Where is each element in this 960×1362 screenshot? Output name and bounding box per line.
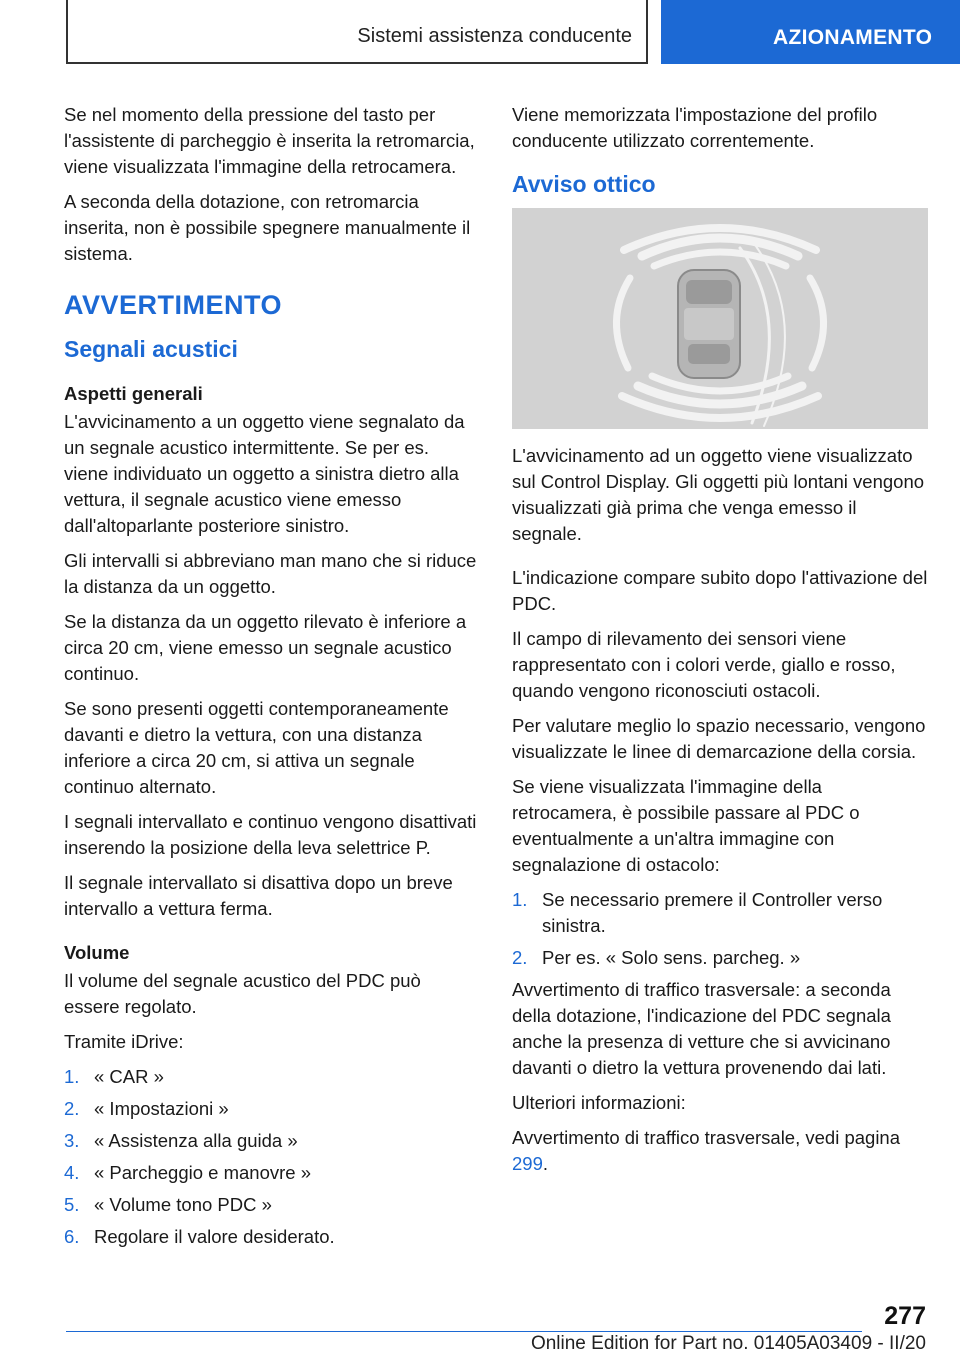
list-item <box>64 1160 478 1186</box>
footer-divider <box>66 1331 862 1332</box>
step-text: « Volume tono PDC » <box>94 1194 272 1215</box>
acoustic-signals-heading: Segnali acustici <box>64 336 238 362</box>
paragraph: I segnali intervallato e continuo vengono disattivati inserendo la posizione della leva selettrice P. <box>64 811 477 858</box>
paragraph: Gli intervalli si abbreviano man mano che si riduce la distanza da un oggetto. <box>64 550 477 597</box>
step-number: 2. <box>64 1098 80 1119</box>
visual-warning-heading: Avviso ottico <box>512 171 656 197</box>
step-text: « Parcheggio e manovre » <box>94 1162 311 1183</box>
intro-paragraph-1: Se nel momento della pressione del tasto per l'assistente di parcheggio è inserita la retromarcia, viene visualizzata l'immagine della retrocamera. <box>64 104 475 177</box>
list-item <box>64 1224 478 1250</box>
step-number: 1. <box>512 889 528 910</box>
page-number: 277 <box>884 1302 926 1330</box>
cross-reference-text: Avvertimento di traffico trasversale, vedi pagina <box>512 1127 901 1148</box>
chapter-title: AZIONAMENTO <box>773 26 933 49</box>
header-chapter-tab <box>661 0 960 64</box>
list-item <box>512 945 930 971</box>
step-number: 1. <box>64 1066 80 1087</box>
footer-edition: Online Edition for Part no. 01405A03409 - II/20 <box>530 1333 926 1354</box>
paragraph: Viene memorizzata l'impostazione del profilo conducente utilizzato correntemente. <box>512 104 878 151</box>
paragraph: Avvertimento di traffico trasversale: a seconda della dotazione, l'indicazione del PDC segnala anche la presenza di vetture che si avvicinano davanti o dietro la vettura provenendo dai lati. <box>512 979 891 1078</box>
step-number: 5. <box>64 1194 80 1215</box>
step-text: « CAR » <box>94 1066 164 1087</box>
warning-heading: AVVERTIMENTO <box>64 290 283 320</box>
pdc-display-illustration <box>512 208 928 429</box>
section-title: Sistemi assistenza conducente <box>357 25 632 47</box>
cross-reference-paragraph <box>512 1125 930 1177</box>
switch-view-steps-list <box>512 887 930 971</box>
idrive-steps-list <box>64 1064 478 1250</box>
paragraph: Il segnale intervallato si disattiva dopo un breve intervallo a vettura ferma. <box>64 872 453 919</box>
car-icon <box>678 270 740 378</box>
step-number: 2. <box>512 947 528 968</box>
step-number: 6. <box>64 1226 80 1247</box>
page-link[interactable]: 299 <box>512 1153 543 1174</box>
general-heading: Aspetti generali <box>64 383 203 404</box>
step-text: Se necessario premere il Controller verso sinistra. <box>542 889 883 936</box>
left-column <box>64 102 478 1256</box>
step-text: « Impostazioni » <box>94 1098 229 1119</box>
list-item <box>64 1128 478 1154</box>
paragraph: Tramite iDrive: <box>64 1031 184 1052</box>
paragraph: Il volume del segnale acustico del PDC può essere regolato. <box>64 970 421 1017</box>
paragraph: Se la distanza da un oggetto rilevato è inferiore a circa 20 cm, viene emesso un segnale acustico continuo. <box>64 611 467 684</box>
paragraph: Se sono presenti oggetti contemporaneamente davanti e dietro la vettura, con una distanza inferiore a circa 20 cm, si attiva un segnale continuo alternato. <box>64 698 449 797</box>
volume-heading: Volume <box>64 942 130 963</box>
intro-paragraph-2: A seconda della dotazione, con retromarcia inserita, non è possibile spegnere manualmente il sistema. <box>64 191 471 264</box>
list-item <box>512 887 930 939</box>
paragraph: Il campo di rilevamento dei sensori viene rappresentato con i colori verde, giallo e rosso, quando vengono riconosciuti ostacoli. <box>512 628 896 701</box>
paragraph: L'avvicinamento a un oggetto viene segnalato da un segnale acustico intermittente. Se per es. viene individuato un oggetto a sinistra dietro alla vettura, il segnale acustico viene emesso dall'altoparlante posteriore sinistro. <box>64 411 465 536</box>
list-item <box>64 1064 478 1090</box>
header-section-title <box>66 0 648 64</box>
step-number: 4. <box>64 1162 80 1183</box>
cross-reference-end: . <box>542 1153 549 1174</box>
list-item <box>64 1096 478 1122</box>
paragraph: L'avvicinamento ad un oggetto viene visualizzato sul Control Display. Gli oggetti più lontani vengono visualizzati già prima che venga emesso il segnale. <box>512 445 925 544</box>
paragraph: L'indicazione compare subito dopo l'attivazione del PDC. <box>512 567 928 614</box>
right-column <box>512 102 930 1186</box>
step-text: Per es. « Solo sens. parcheg. » <box>542 947 801 968</box>
step-text: Regolare il valore desiderato. <box>94 1226 335 1247</box>
paragraph: Se viene visualizzata l'immagine della retrocamera, è possibile passare al PDC o eventualmente a un'altra immagine con segnalazione di ostacolo: <box>512 776 860 875</box>
paragraph: Ulteriori informazioni: <box>512 1092 686 1113</box>
paragraph: Per valutare meglio lo spazio necessario, vengono visualizzate le linee di demarcazione della corsia. <box>512 715 926 762</box>
step-text: « Assistenza alla guida » <box>94 1130 298 1151</box>
step-number: 3. <box>64 1130 80 1151</box>
list-item <box>64 1192 478 1218</box>
